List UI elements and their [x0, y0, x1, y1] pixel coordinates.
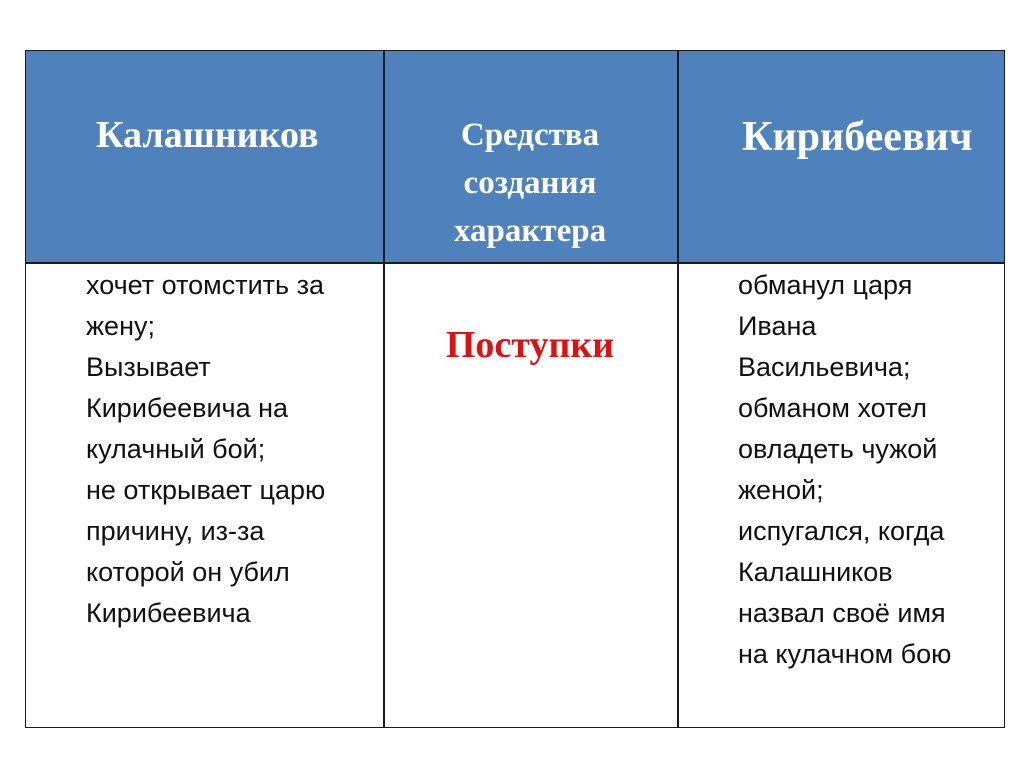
- list-item: причину, из-за: [86, 516, 265, 546]
- list-item: женой;: [738, 475, 824, 505]
- list-item: Кирибеевича: [86, 598, 251, 628]
- list-item: испугался, когда: [738, 516, 945, 546]
- list-item: на кулачном бою: [738, 639, 952, 669]
- list-item: овладеть чужой: [738, 434, 938, 464]
- list-item: жену;: [86, 311, 155, 341]
- header-kalashnikov: Калашников: [96, 114, 319, 156]
- header-character-means-line-1: Средства: [460, 117, 600, 153]
- list-item: хочет отомстить за: [86, 270, 325, 300]
- list-item: Вызывает: [86, 352, 211, 382]
- list-item: Ивана: [738, 311, 817, 341]
- header-kiribeevich: Кирибеевич: [742, 114, 973, 160]
- list-item: не открывает царю: [86, 475, 326, 505]
- column-divider-2: [677, 51, 679, 727]
- actions-label: Поступки: [445, 324, 615, 366]
- header-character-means-line-2: создания: [463, 165, 597, 201]
- kiribeevich-actions-cell: [738, 265, 1004, 675]
- list-item: обманул царя: [738, 270, 913, 300]
- header-divider: [26, 262, 1004, 264]
- kalashnikov-actions-cell: [86, 265, 386, 634]
- list-item: назвал своё имя: [738, 598, 946, 628]
- list-item: Кирибеевича на: [86, 393, 289, 423]
- list-item: обманом хотел: [738, 393, 928, 423]
- header-character-means-line-3: характера: [453, 213, 607, 249]
- list-item: Калашников: [738, 557, 893, 587]
- list-item: кулачный бой;: [86, 434, 266, 464]
- header-character-means: [383, 111, 677, 255]
- list-item: Васильевича;: [738, 352, 911, 382]
- comparison-table: [25, 50, 1005, 728]
- list-item: которой он убил: [86, 557, 290, 587]
